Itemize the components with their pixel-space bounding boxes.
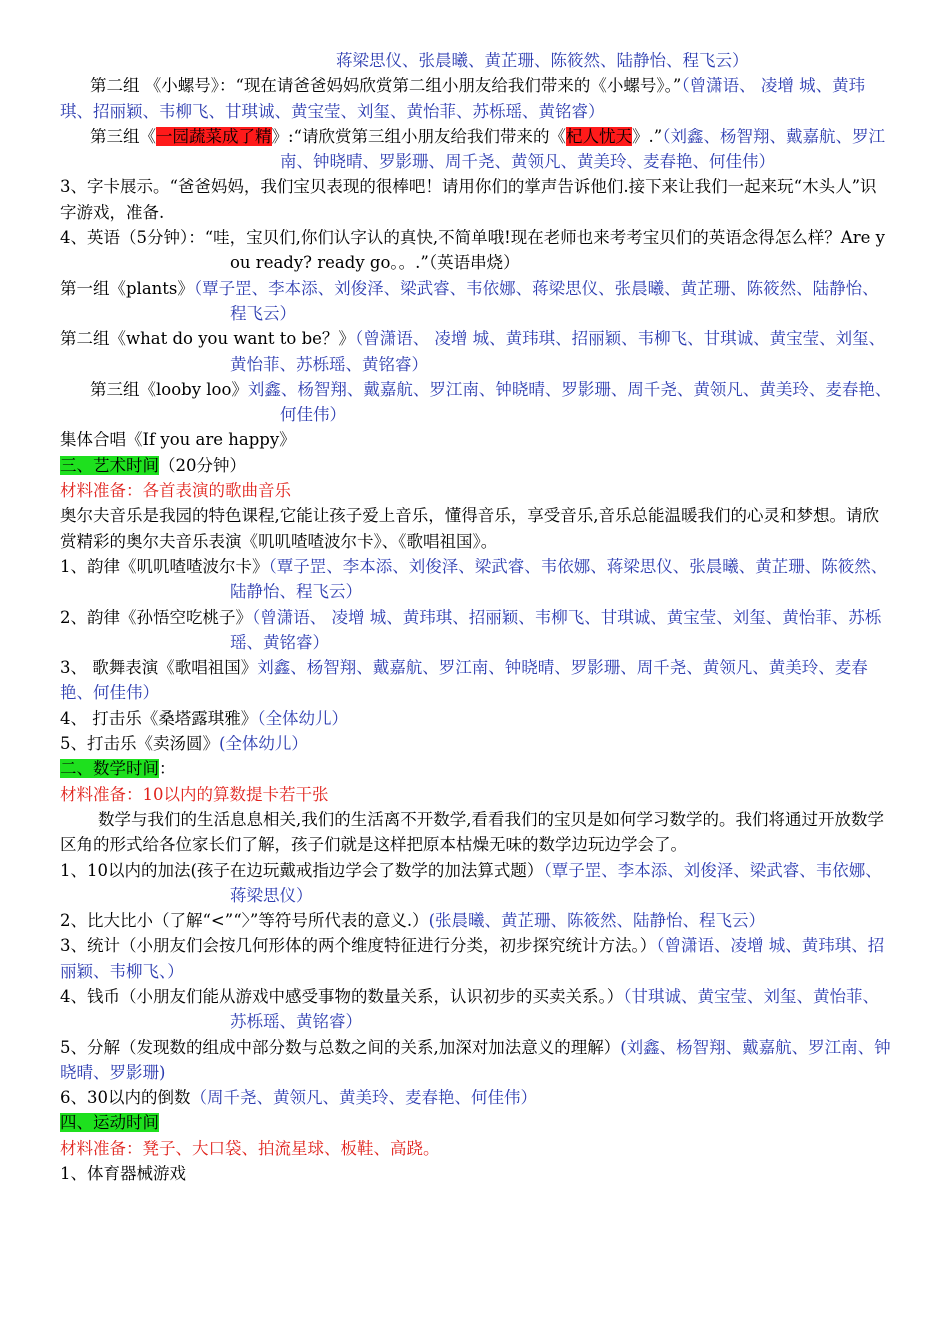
group3-highlight-title2: 杞人忧天 [566, 126, 632, 146]
math-item-5 [60, 1035, 892, 1086]
art-item-5-title: 5、打击乐《卖汤圆》 [60, 734, 219, 754]
art-item-5 [60, 731, 892, 756]
math-materials-text: 材料准备：10以内的算数提卡若干张 [60, 784, 329, 804]
math-item-2-title: 2、比大比小（了解“<”“〉”等符号所代表的意义.） [60, 911, 429, 931]
math-item-1-title: 1、10以内的加法(孩子在边玩戴戒指边学会了数学的加法算式题） [60, 860, 544, 880]
english-group3-names: 刘鑫、杨智翔、戴嘉航、罗江南、钟晓晴、罗影珊、周千尧、黄领凡、黄美玲、麦春艳、何佳伟） [247, 379, 892, 425]
art-item-5-names: (全体幼儿） [219, 734, 308, 754]
art-heading-title: 三、艺术时间 [60, 455, 159, 475]
english-group2-title: 第二组《what do you want to be？》 [60, 329, 355, 349]
english-text: 4、英语（5分钟）：“哇，宝贝们,你们认字认的真快,不简单哦!现在老师也来考考宝贝们的英语念得怎么样？Are you ready? ready go。。.”（英语串烧） [60, 228, 885, 273]
names-text: 蒋梁思仪、张晨曦、黄芷珊、陈筱然、陆静怡、程飞云） [336, 51, 749, 70]
math-item-5-names: (刘鑫、杨智翔、戴嘉航、罗江南、钟晓晴、罗影珊) [60, 1037, 891, 1082]
english-line [60, 225, 892, 276]
word-card-text: 3、字卡展示。“爸爸妈妈，我们宝贝表现的很棒吧！请用你们的掌声告诉他们.接下来让我们一起来玩“木头人”识字游戏，准备. [60, 177, 877, 222]
chorus-line [60, 427, 892, 452]
art-intro [60, 503, 892, 554]
math-item-5-title: 5、分解（发现数的组成中部分数与总数之间的关系,加深对加法意义的理解） [60, 1037, 621, 1057]
math-item-4-names: （甘琪诚、黄宝莹、刘玺、黄怡菲、苏栎瑶、黄铭睿） [230, 986, 879, 1032]
art-item-1-title: 1、韵律《叽叽喳喳波尔卡》 [60, 556, 269, 576]
art-item-4-names: （全体幼儿） [257, 708, 348, 728]
math-item-3 [60, 933, 892, 984]
group3-text: 》:“请欣赏第三组小朋友给我们带来的《 [271, 126, 566, 146]
art-heading [60, 453, 892, 478]
group2-text: 第二组 《小螺号》：“现在请爸爸妈妈欣赏第二组小朋友给我们带来的《小螺号》。” [90, 76, 682, 96]
group3-prefix: 第三组《 [90, 126, 156, 146]
sports-heading [60, 1110, 892, 1135]
art-item-1-names: （覃子罡、李本添、刘俊泽、梁武睿、韦依娜、蒋梁思仪、张晨曦、黄芷珊、陈筱然、陆静怡、程飞云） [230, 556, 888, 602]
math-item-6-title: 6、30以内的倒数 [60, 1088, 191, 1108]
math-intro-text: 数学与我们的生活息息相关,我们的生活离不开数学,看看我们的宝贝是如何学习数学的。我们将通过开放数学区角的形式给各位家长们了解，孩子们就是这样把原本枯燥无味的数学边玩边学会了。 [60, 809, 884, 855]
art-materials [60, 478, 892, 503]
math-heading [60, 756, 892, 781]
group3-highlight-title: 一园蔬菜成了精 [156, 126, 272, 146]
math-item-2 [60, 908, 892, 933]
math-materials [60, 782, 892, 807]
english-group2 [60, 326, 892, 377]
english-group3-title: 第三组《looby loo》 [90, 379, 248, 399]
sports-item-1 [60, 1161, 892, 1186]
art-item-3 [60, 655, 892, 706]
document-body [60, 48, 892, 1186]
group3-suffix: 》.” [632, 126, 663, 146]
group2-line [60, 73, 892, 124]
art-item-3-names: 刘鑫、杨智翔、戴嘉航、罗江南、钟晓晴、罗影珊、周千尧、黄领凡、黄美玲、麦春艳、何佳伟） [60, 658, 868, 703]
math-item-3-names: （曾潇语、凌增 城、黄玮琪、招丽颖、韦柳飞、） [60, 936, 885, 981]
art-item-2-names: （曾潇语、 凌增 城、黄玮琪、招丽颖、韦柳飞、甘琪诚、黄宝莹、刘玺、黄怡菲、苏栎瑶、黄铭睿） [230, 607, 882, 652]
group3-line [60, 124, 892, 175]
math-intro [60, 807, 892, 858]
math-item-6-names: （周千尧、黄领凡、黄美玲、麦春艳、何佳伟） [190, 1088, 537, 1108]
art-item-4-title: 4、 打击乐《桑塔露琪雅》 [60, 708, 258, 728]
english-group3 [60, 377, 892, 428]
group2-names: （曾潇语、 凌增 城、黄玮琪、招丽颖、韦柳飞、甘琪诚、黄宝莹、刘玺、黄怡菲、苏栎瑶、黄铭睿） [60, 76, 866, 121]
art-item-2-title: 2、韵律《孙悟空吃桃子》 [60, 607, 252, 627]
art-item-4 [60, 706, 892, 731]
sports-materials-text: 材料准备：凳子、大口袋、拍流星球、板鞋、高跷。 [60, 1138, 440, 1158]
art-intro-text: 奥尔夫音乐是我园的特色课程,它能让孩子爱上音乐，懂得音乐，享受音乐,音乐总能温暖我们的心灵和梦想。请欣赏精彩的奥尔夫音乐表演《叽叽喳喳波尔卡》、《歌唱祖国》。 [60, 506, 879, 551]
math-heading-title: 二、数学时间 [60, 759, 159, 779]
english-group1-title: 第一组《plants》 [60, 278, 194, 298]
word-card-line [60, 174, 892, 225]
math-item-4 [60, 984, 892, 1035]
math-item-3-title: 3、统计（小朋友们会按几何形体的两个维度特征进行分类，初步探究统计方法。） [60, 936, 657, 956]
sports-item-1-text: 1、体育器械游戏 [60, 1164, 186, 1184]
english-group2-names: （曾潇语、 凌增 城、黄玮琪、招丽颖、韦柳飞、甘琪诚、黄宝莹、刘玺、黄怡菲、苏栎瑶、黄铭睿） [230, 329, 886, 374]
sports-heading-title: 四、运动时间 [60, 1113, 159, 1133]
art-item-3-title: 3、 歌舞表演《歌唱祖国》 [60, 658, 258, 678]
math-item-2-names: (张晨曦、黄芷珊、陈筱然、陆静怡、程飞云） [428, 911, 765, 931]
math-item-4-title: 4、钱币（小朋友们能从游戏中感受事物的数量关系，认识初步的买卖关系。） [60, 986, 624, 1006]
names-line [60, 48, 892, 73]
chorus-text: 集体合唱《If you are happy》 [60, 430, 296, 450]
english-group1-names: （覃子罡、李本添、刘俊泽、梁武睿、韦依娜、蒋梁思仪、张晨曦、黄芷珊、陈筱然、陆静怡、程飞云） [193, 278, 879, 323]
sports-materials [60, 1136, 892, 1161]
math-heading-colon: ： [159, 759, 176, 779]
art-heading-duration: （20分钟） [159, 455, 246, 475]
math-item-1 [60, 858, 892, 909]
group3-names: （刘鑫、杨智翔、戴嘉航、罗江南、钟晓晴、罗影珊、周千尧、黄领凡、黄美玲、麦春艳、何佳伟） [280, 126, 885, 172]
art-materials-text: 材料准备：各首表演的歌曲音乐 [60, 481, 291, 501]
english-group1 [60, 276, 892, 327]
art-item-2 [60, 605, 892, 656]
math-item-1-names: （覃子罡、李本添、刘俊泽、梁武睿、韦依娜、蒋梁思仪） [230, 860, 882, 905]
math-item-6 [60, 1085, 892, 1110]
art-item-1 [60, 554, 892, 605]
